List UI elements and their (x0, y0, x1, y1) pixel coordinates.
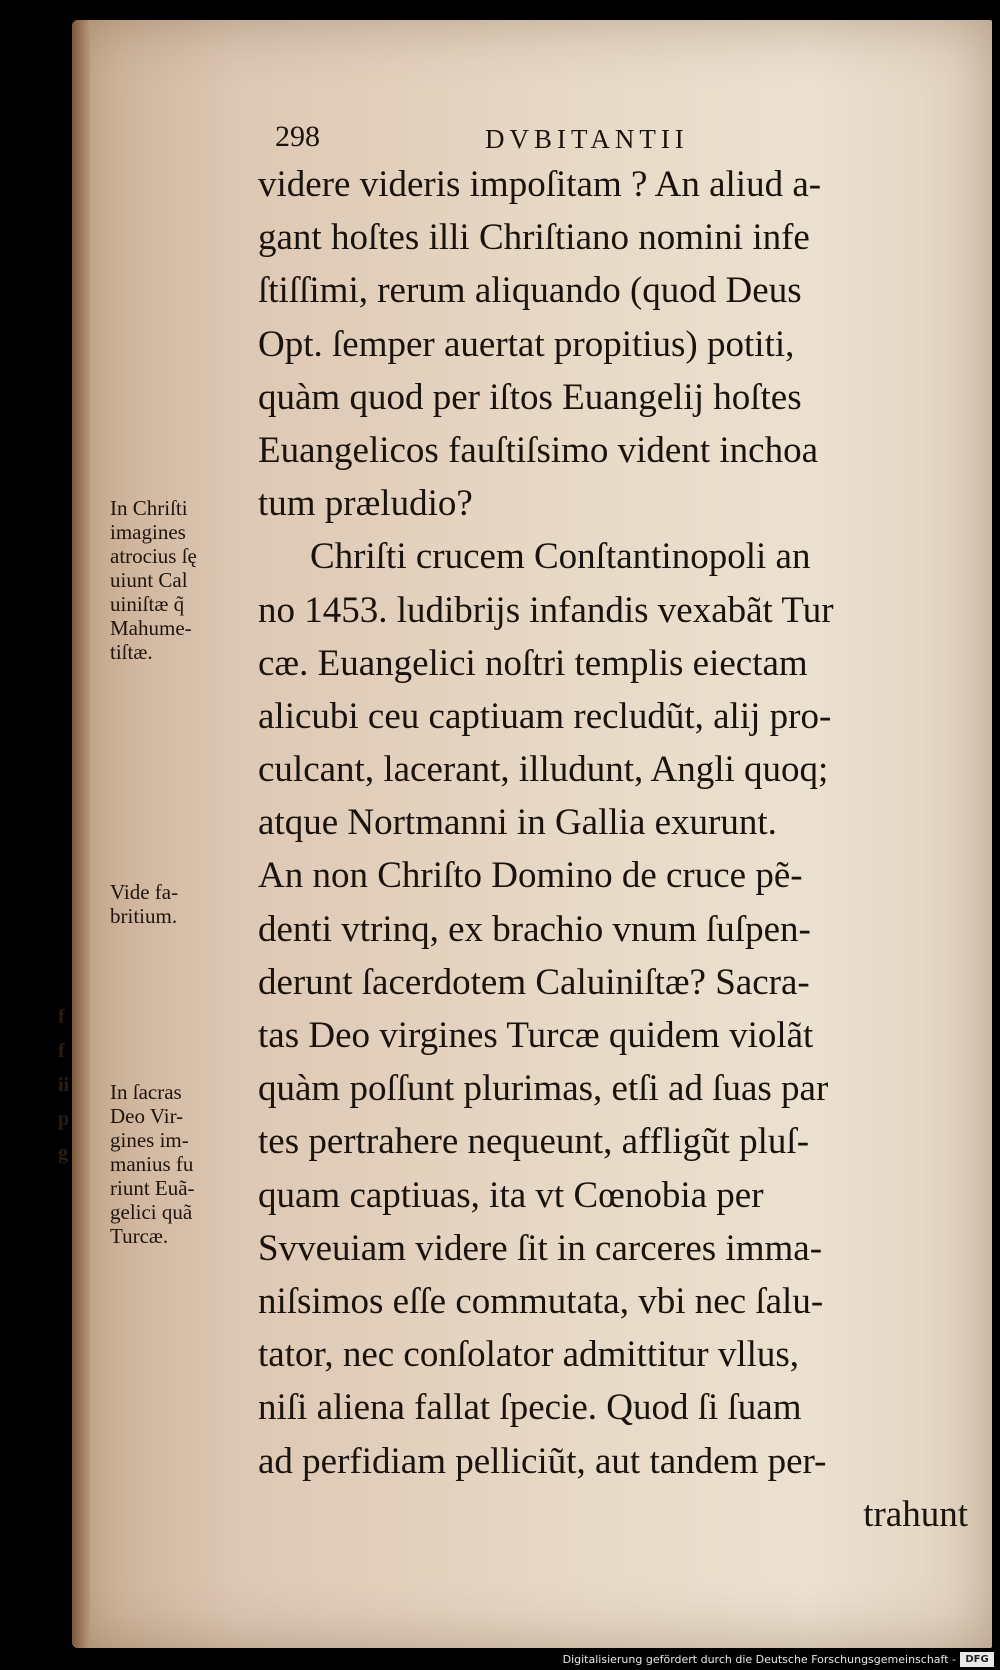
text-line: tes pertrahere nequeunt, affligũt pluſ- (258, 1121, 810, 1163)
digitization-credit: Digitalisierung gefördert durch die Deutsche Forschungsgemeinschaft - (562, 1653, 956, 1666)
margin-note-line: In Chriſti (110, 496, 188, 520)
bleed-letter: f (58, 1006, 65, 1028)
text-line: culcant, lacerant, illudunt, Angli quoq; (258, 749, 829, 791)
dfg-logo: DFG (960, 1652, 994, 1667)
margin-note (110, 880, 260, 928)
text-line: alicubi ceu captiuam recludũt, alij pro- (258, 695, 832, 737)
margin-note-line: manius fu (110, 1152, 194, 1176)
margin-note-line: gelici quã (110, 1200, 193, 1224)
text-line: gant hoſtes illi Chriſtiano nomini infe (258, 217, 810, 259)
text-line: An non Chriſto Domino de cruce pẽ- (258, 855, 803, 897)
margin-note-line: Vide fa- (110, 880, 179, 904)
page-gutter-edge (72, 20, 90, 1648)
catchword: trahunt (863, 1493, 968, 1535)
text-line: quàm poſſunt plurimas, etſi ad ſuas par (258, 1068, 829, 1110)
bleed-through-letters (58, 1000, 80, 1200)
margin-note-line: tiſtæ. (110, 640, 153, 664)
bleed-letter: f (58, 1040, 65, 1062)
margin-note-line: gines im- (110, 1128, 189, 1152)
margin-note-line: Turcæ. (110, 1224, 169, 1248)
text-line: Euangelicos fauſtiſsimo vident inchoa (258, 429, 819, 471)
text-line: tas Deo virgines Turcæ quidem violãt (258, 1015, 814, 1056)
margin-note-line: imagines (110, 520, 186, 544)
margin-note-line: uiunt Cal (110, 568, 188, 592)
margin-note (110, 496, 260, 664)
margin-note-line: uiniſtæ q̃ (110, 592, 185, 616)
text-line: tum præludio? (258, 483, 473, 525)
text-line: atque Nortmanni in Gallia exurunt. (258, 802, 777, 844)
text-line: quam captiuas, ita vt Cœnobia per (258, 1174, 764, 1216)
text-line: videre videris impoſitam ? An aliud a- (258, 164, 822, 205)
text-line: ad perfidiam pelliciũt, aut tandem per- (258, 1440, 827, 1482)
text-line: Chriſti crucem Conſtantinopoli an (310, 536, 811, 578)
text-line: derunt ſacerdotem Caluiniſtæ? Sacra- (258, 961, 810, 1003)
page-number: 298 (275, 120, 320, 153)
footer-bar (0, 1648, 1000, 1670)
text-line: denti vtrinq, ex brachio vnum ſuſpen- (258, 908, 811, 950)
text-line: ſtiſſimi, rerum aliquando (quod Deus (258, 270, 802, 312)
bleed-letter: p (58, 1108, 70, 1130)
text-line: tator, nec conſolator admittitur vllus, (258, 1334, 800, 1376)
text-line: quàm quod per iſtos Euangelij hoſtes (258, 376, 802, 418)
margin-note-line: britium. (110, 904, 178, 928)
body-text (258, 158, 968, 1541)
text-line: Opt. ſemper auertat propitius) potiti, (258, 323, 795, 365)
bleed-letter: g (58, 1142, 68, 1164)
margin-note-line: Deo Vir- (110, 1104, 184, 1128)
bleed-letter: ii (58, 1074, 70, 1096)
text-line: no 1453. ludibrijs infandis vexabãt Tur (258, 589, 834, 631)
text-line: Svveuiam videre ſit in carceres imma- (258, 1227, 823, 1269)
text-line: niſi aliena fallat ſpecie. Quod ſi ſuam (258, 1387, 802, 1429)
text-line: cæ. Euangelici noſtri templis eiectam (258, 642, 808, 684)
margin-note (110, 1080, 260, 1248)
running-head: DVBITANTII (485, 124, 689, 154)
text-line: niſsimos eſſe commutata, vbi nec ſalu- (258, 1280, 824, 1322)
margin-note-line: riunt Euã- (110, 1176, 195, 1200)
margin-note-line: atrocius ſę (110, 544, 197, 568)
margin-note-line: Mahume- (110, 616, 192, 640)
margin-note-line: In ſacras (110, 1080, 182, 1104)
